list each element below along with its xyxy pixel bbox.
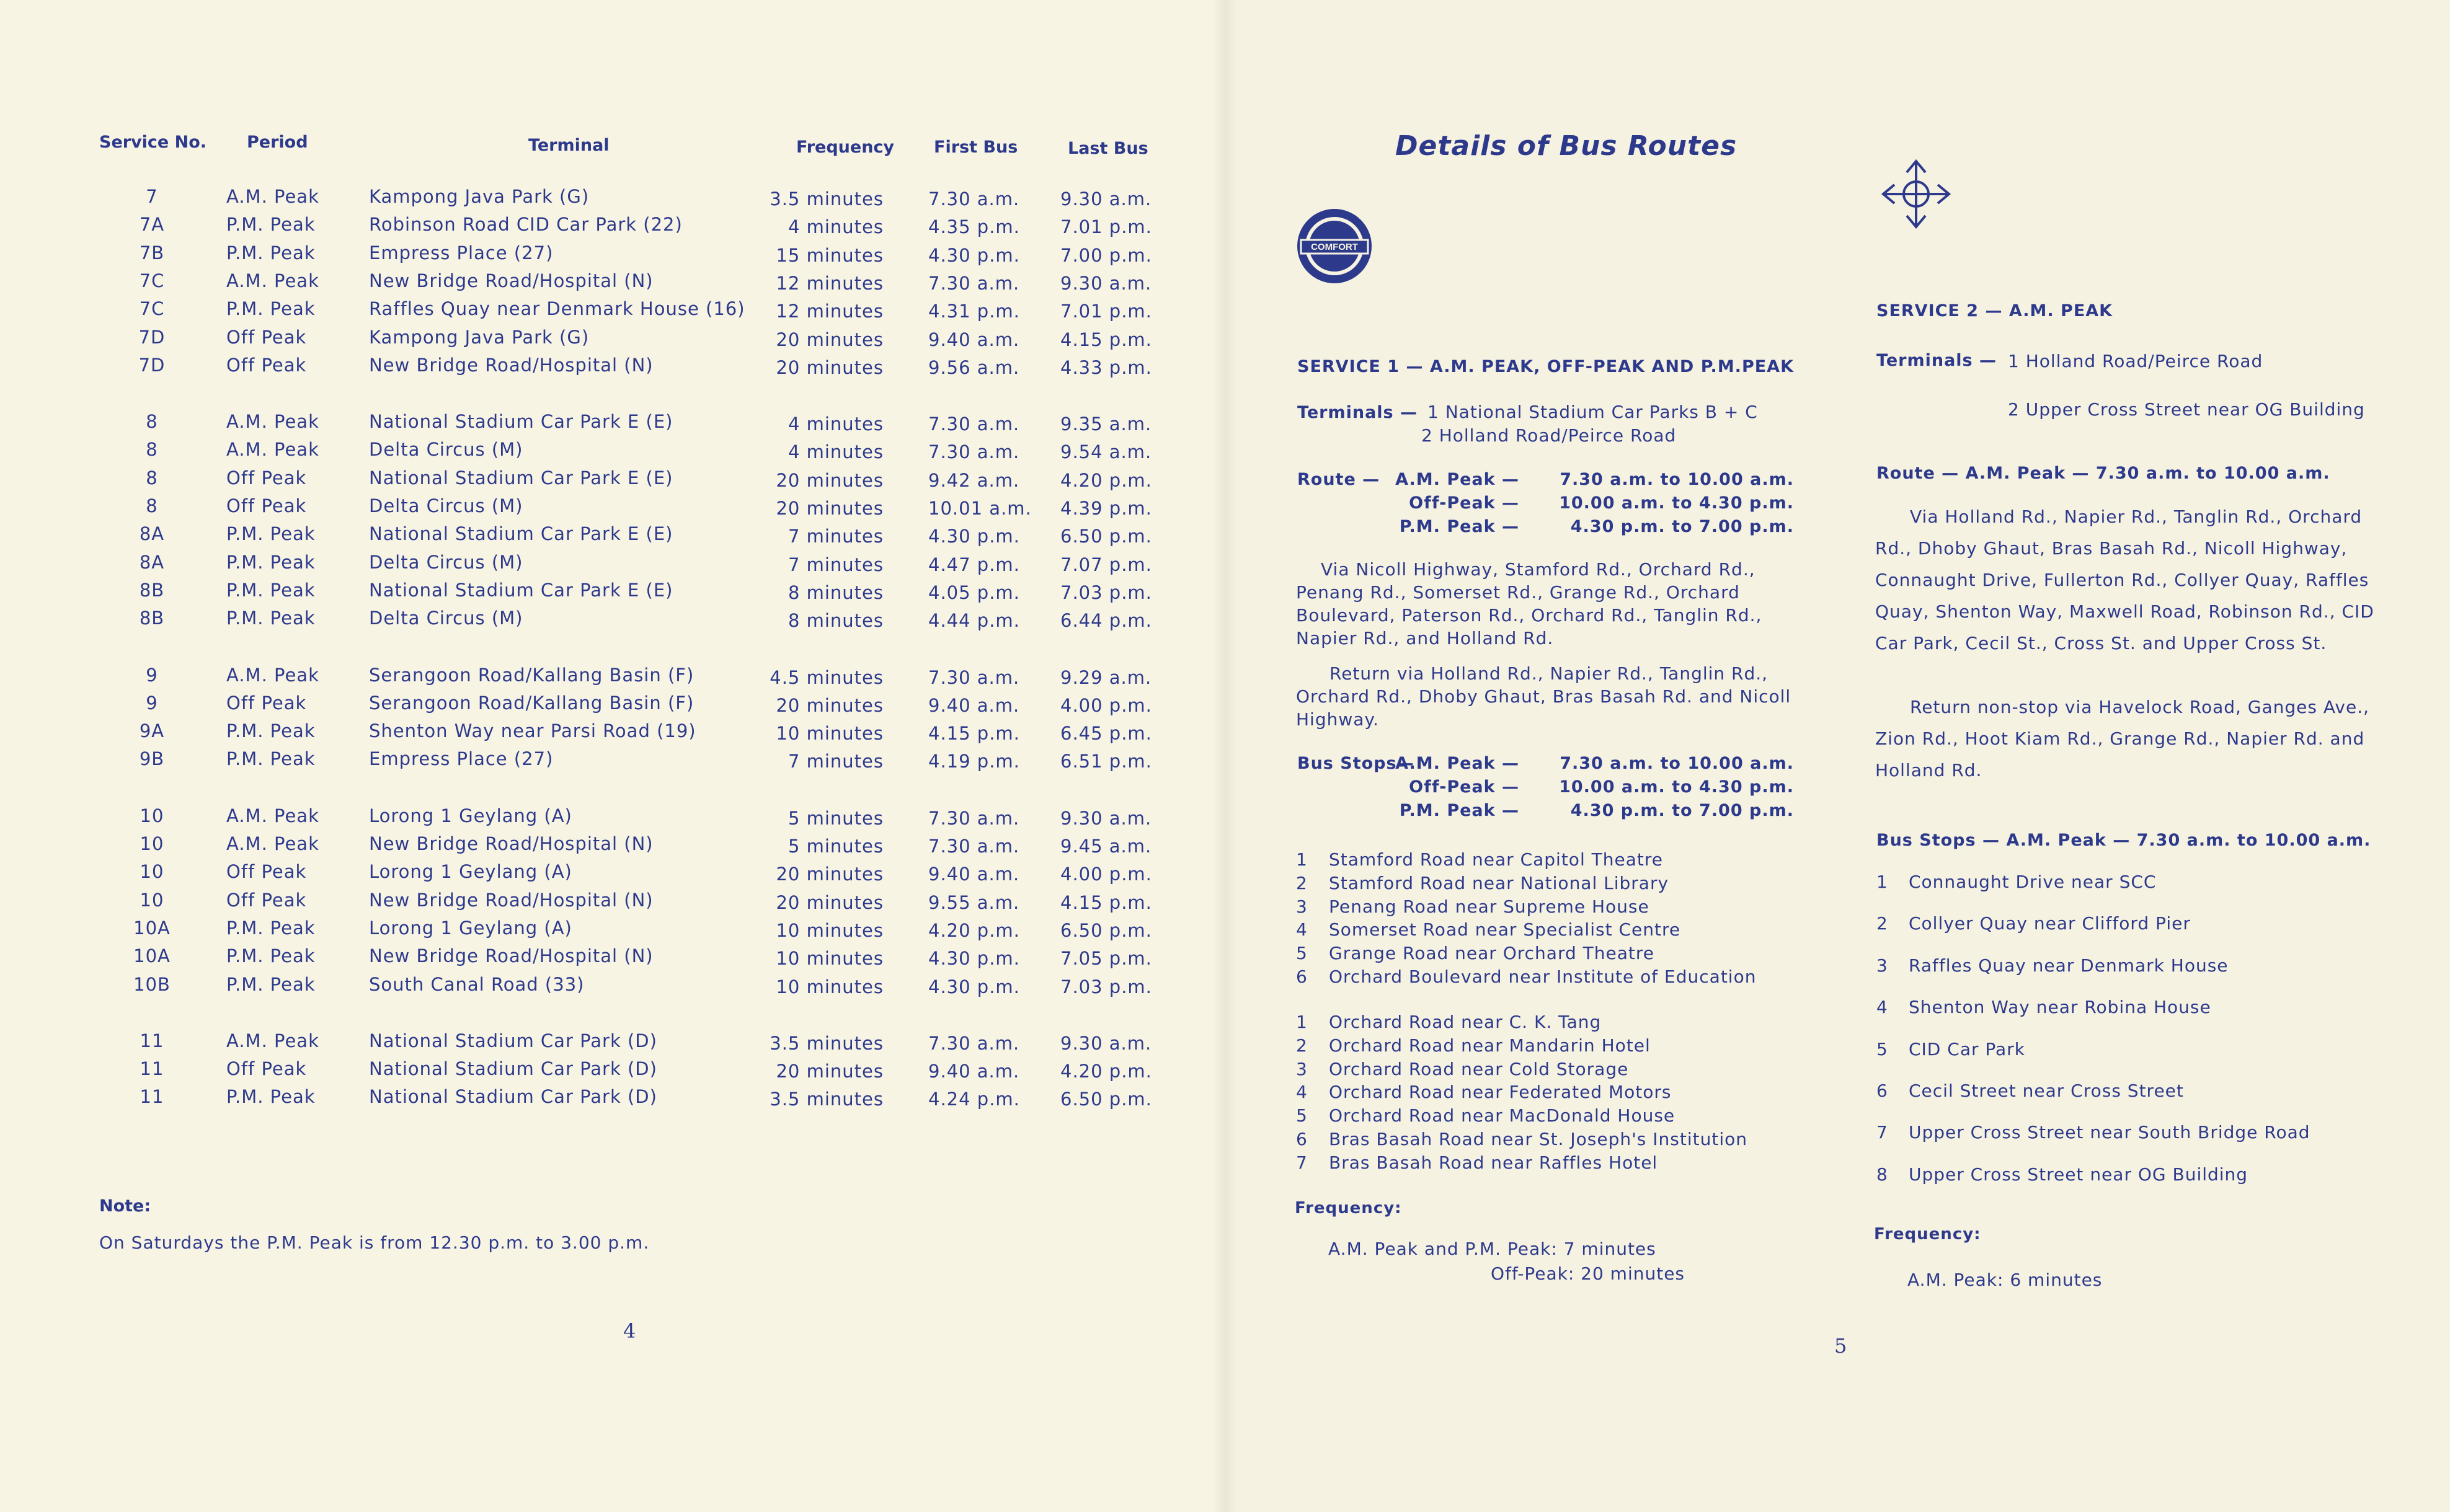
service1-frequency-line2: Off-Peak: 20 minutes [1491, 1263, 1685, 1284]
cell-period: A.M. Peak [226, 439, 319, 461]
note-text: On Saturdays the P.M. Peak is from 12.30 p.m. to 3.00 p.m. [99, 1232, 650, 1253]
cell-service-no: 7C [139, 270, 165, 291]
stop-number: 6 [1296, 1129, 1308, 1149]
stop-name: Stamford Road near National Library [1329, 872, 1669, 893]
cell-period: Off Peak [226, 495, 307, 516]
stop-name: CID Car Park [1909, 1038, 2025, 1059]
cell-last-bus: 4.33 p.m. [1060, 356, 1152, 378]
cell-period: P.M. Peak [226, 917, 316, 939]
service2-terminals-label: Terminals — [1876, 351, 1997, 370]
cell-terminal: New Bridge Road/Hospital (N) [369, 270, 654, 291]
stop-name: Orchard Road near Federated Motors [1329, 1082, 1672, 1103]
cell-first-bus: 4.30 p.m. [928, 976, 1020, 997]
cell-last-bus: 7.01 p.m. [1060, 301, 1152, 322]
cell-period: Off Peak [226, 354, 307, 376]
cell-frequency: 20 minutes [776, 891, 884, 913]
period-time: 4.30 p.m. to 7.00 p.m. [1570, 801, 1794, 820]
cell-terminal: Delta Circus (M) [369, 608, 523, 629]
stop-name: Orchard Road near MacDonald House [1329, 1105, 1675, 1126]
cell-service-no: 7D [138, 354, 166, 376]
cell-service-no: 8A [139, 523, 165, 545]
period-label: Off-Peak — [1409, 493, 1519, 513]
service2-terminal-1: 1 Holland Road/Peirce Road [2008, 351, 2263, 371]
cell-last-bus: 6.44 p.m. [1060, 610, 1152, 632]
cell-first-bus: 4.24 p.m. [928, 1089, 1020, 1110]
cell-last-bus: 4.00 p.m. [1060, 694, 1152, 716]
cell-frequency: 5 minutes [788, 807, 884, 829]
cell-frequency: 20 minutes [776, 694, 884, 716]
cell-period: P.M. Peak [226, 242, 316, 263]
cell-service-no: 7B [139, 242, 165, 263]
stop-number: 3 [1296, 1058, 1308, 1079]
cell-terminal: New Bridge Road/Hospital (N) [369, 354, 654, 376]
cell-terminal: New Bridge Road/Hospital (N) [369, 945, 654, 967]
cell-frequency: 3.5 minutes [770, 1089, 884, 1110]
cell-period: P.M. Peak [226, 579, 316, 601]
cell-frequency: 20 minutes [776, 498, 884, 519]
cell-first-bus: 9.40 a.m. [928, 1061, 1020, 1082]
cell-frequency: 4 minutes [788, 413, 884, 435]
stop-number: 3 [1876, 955, 1888, 976]
service2-return-text: Return non-stop via Havelock Road, Ganges Ave., Zion Rd., Hoot Kiam Rd., Grange Rd., Napier Rd. and Holland Rd. [1875, 697, 2370, 780]
stop-number: 5 [1296, 943, 1308, 964]
cell-frequency: 15 minutes [776, 244, 884, 266]
cell-frequency: 20 minutes [776, 469, 884, 491]
cell-first-bus: 7.30 a.m. [928, 666, 1020, 688]
cell-frequency: 8 minutes [788, 610, 884, 632]
cell-service-no: 8A [139, 551, 165, 573]
cell-service-no: 11 [140, 1086, 164, 1108]
header-first-bus: First Bus [934, 138, 1018, 157]
stop-number: 1 [1296, 849, 1308, 870]
cell-period: P.M. Peak [226, 748, 316, 770]
cell-period: A.M. Peak [226, 186, 319, 207]
cell-frequency: 5 minutes [788, 836, 884, 857]
cell-terminal: South Canal Road (33) [369, 973, 585, 995]
cell-terminal: Serangoon Road/Kallang Basin (F) [369, 664, 695, 686]
service1-heading: SERVICE 1 — A.M. PEAK, OFF-PEAK AND P.M.PEAK [1297, 357, 1794, 376]
cell-first-bus: 7.30 a.m. [928, 836, 1020, 857]
cell-last-bus: 4.39 p.m. [1060, 498, 1152, 519]
cell-frequency: 20 minutes [776, 356, 884, 378]
cell-frequency: 3.5 minutes [770, 188, 884, 210]
cell-service-no: 7C [139, 298, 165, 320]
period-label: P.M. Peak — [1399, 517, 1519, 536]
stop-name: Connaught Drive near SCC [1909, 872, 2157, 892]
stop-name: Raffles Quay near Denmark House [1909, 955, 2229, 976]
cell-period: P.M. Peak [226, 973, 316, 995]
cell-frequency: 20 minutes [776, 864, 884, 885]
cell-terminal: Lorong 1 Geylang (A) [369, 917, 572, 939]
cell-last-bus: 9.30 a.m. [1060, 272, 1152, 294]
cell-period: A.M. Peak [226, 411, 319, 433]
cell-last-bus: 6.50 p.m. [1060, 1089, 1152, 1110]
header-last-bus: Last Bus [1068, 139, 1148, 158]
comfort-logo-icon [1296, 208, 1373, 285]
cell-terminal: Delta Circus (M) [369, 495, 523, 516]
cell-terminal: Kampong Java Park (G) [369, 326, 590, 348]
stop-number: 1 [1876, 872, 1888, 892]
cell-first-bus: 9.40 a.m. [928, 329, 1020, 350]
cell-first-bus: 4.31 p.m. [928, 301, 1020, 322]
stop-number: 1 [1296, 1012, 1308, 1032]
cell-last-bus: 9.30 a.m. [1060, 807, 1152, 829]
cell-service-no: 8 [146, 439, 158, 461]
cell-first-bus: 7.30 a.m. [928, 272, 1020, 294]
stop-name: Shenton Way near Robina House [1909, 997, 2211, 1018]
cell-service-no: 8 [146, 495, 158, 516]
cell-last-bus: 7.03 p.m. [1060, 976, 1152, 997]
cell-service-no: 8B [139, 608, 165, 629]
header-frequency: Frequency [796, 138, 895, 157]
service1-frequency-line1: A.M. Peak and P.M. Peak: 7 minutes [1328, 1239, 1656, 1259]
cell-first-bus: 4.30 p.m. [928, 526, 1020, 547]
page-title: Details of Bus Routes [1395, 130, 1738, 162]
cell-period: A.M. Peak [226, 805, 319, 826]
cell-terminal: Empress Place (27) [369, 748, 554, 770]
stop-name: Bras Basah Road near Raffles Hotel [1329, 1152, 1658, 1173]
service2-route-text: Via Holland Rd., Napier Rd., Tanglin Rd., Orchard Rd., Dhoby Ghaut, Bras Basah Rd., Nicoll Highway, Connaught Drive, Fullerton Rd., Collyer Quay, Raffles Quay, Shenton Way, Maxwell Road, Robinson Rd., CID Car Park, Cecil St., Cross St. and Upper Cross St. [1875, 506, 2374, 653]
cell-frequency: 4 minutes [788, 441, 884, 463]
stop-number: 4 [1296, 1082, 1308, 1103]
cell-terminal: Lorong 1 Geylang (A) [369, 861, 572, 883]
cell-service-no: 10 [140, 833, 164, 854]
cell-terminal: National Stadium Car Park (D) [369, 1058, 657, 1080]
stop-number: 6 [1296, 966, 1308, 987]
cell-last-bus: 4.15 p.m. [1060, 891, 1152, 913]
cell-terminal: National Stadium Car Park E (E) [369, 523, 673, 545]
cell-frequency: 20 minutes [776, 329, 884, 350]
cell-terminal: National Stadium Car Park E (E) [369, 579, 673, 601]
cell-first-bus: 4.05 p.m. [928, 581, 1020, 603]
cell-service-no: 9 [146, 692, 158, 714]
cell-first-bus: 4.19 p.m. [928, 751, 1020, 772]
cell-frequency: 12 minutes [776, 301, 884, 322]
cell-first-bus: 7.30 a.m. [928, 1032, 1020, 1054]
cell-first-bus: 7.30 a.m. [928, 188, 1020, 210]
service1-return-text: Return via Holland Rd., Napier Rd., Tanglin Rd., Orchard Rd., Dhoby Ghaut, Bras Basah Rd. and Nicoll Highway. [1296, 663, 1791, 730]
stop-name: Orchard Boulevard near Institute of Education [1329, 966, 1757, 987]
cell-period: Off Peak [226, 889, 307, 911]
service1-frequency-label: Frequency: [1295, 1199, 1402, 1218]
stop-name: Orchard Road near C. K. Tang [1329, 1012, 1602, 1032]
cell-first-bus: 4.30 p.m. [928, 948, 1020, 970]
cell-period: A.M. Peak [226, 270, 319, 291]
cell-last-bus: 9.30 a.m. [1060, 1032, 1152, 1054]
cell-period: P.M. Peak [226, 720, 316, 742]
period-time: 4.30 p.m. to 7.00 p.m. [1570, 517, 1794, 536]
stop-name: Bras Basah Road near St. Joseph's Institution [1329, 1129, 1747, 1149]
period-time: 10.00 a.m. to 4.30 p.m. [1559, 493, 1794, 513]
stop-number: 2 [1876, 913, 1888, 934]
cell-frequency: 8 minutes [788, 581, 884, 603]
cell-service-no: 7A [139, 214, 165, 236]
cell-frequency: 10 minutes [776, 948, 884, 970]
cell-first-bus: 7.30 a.m. [928, 441, 1020, 463]
cell-terminal: National Stadium Car Park (D) [369, 1086, 657, 1108]
cell-service-no: 8B [139, 579, 165, 601]
cell-terminal: Kampong Java Park (G) [369, 186, 590, 207]
period-label: A.M. Peak — [1395, 470, 1519, 489]
service1-terminals-label: Terminals — [1297, 403, 1418, 422]
stop-number: 3 [1296, 896, 1308, 917]
cell-last-bus: 6.45 p.m. [1060, 723, 1152, 745]
cell-last-bus: 9.45 a.m. [1060, 836, 1152, 857]
cell-last-bus: 7.00 p.m. [1060, 244, 1152, 266]
cell-first-bus: 9.42 a.m. [928, 469, 1020, 491]
period-time: 10.00 a.m. to 4.30 p.m. [1559, 777, 1794, 797]
stop-name: Somerset Road near Specialist Centre [1329, 919, 1681, 940]
service1-terminal-1: 1 National Stadium Car Parks B + C [1427, 402, 1758, 422]
cell-first-bus: 7.30 a.m. [928, 413, 1020, 435]
cell-last-bus: 7.03 p.m. [1060, 581, 1152, 603]
stop-name: Orchard Road near Cold Storage [1329, 1058, 1629, 1079]
cell-frequency: 10 minutes [776, 723, 884, 745]
cell-last-bus: 9.29 a.m. [1060, 666, 1152, 688]
cell-period: P.M. Peak [226, 945, 316, 967]
cell-frequency: 7 minutes [788, 751, 884, 772]
period-time: 7.30 a.m. to 10.00 a.m. [1560, 470, 1794, 489]
cell-terminal: Robinson Road CID Car Park (22) [369, 214, 683, 236]
cell-service-no: 10 [140, 861, 164, 883]
stop-name: Grange Road near Orchard Theatre [1329, 943, 1654, 964]
period-label: A.M. Peak — [1395, 754, 1519, 773]
cell-last-bus: 7.01 p.m. [1060, 216, 1152, 238]
cell-period: A.M. Peak [226, 664, 319, 686]
stop-number: 2 [1296, 872, 1308, 893]
cell-first-bus: 7.30 a.m. [928, 807, 1020, 829]
cell-service-no: 11 [140, 1058, 164, 1080]
stop-name: Upper Cross Street near South Bridge Road [1909, 1122, 2310, 1143]
cell-last-bus: 4.20 p.m. [1060, 1061, 1152, 1082]
cell-service-no: 10A [133, 945, 171, 967]
cell-service-no: 10B [133, 973, 171, 995]
cell-terminal: Empress Place (27) [369, 242, 554, 263]
stop-name: Cecil Street near Cross Street [1909, 1081, 2184, 1101]
cell-terminal: Raffles Quay near Denmark House (16) [369, 298, 745, 320]
cell-period: P.M. Peak [226, 214, 316, 236]
cell-last-bus: 4.20 p.m. [1060, 469, 1152, 491]
service2-frequency-line: A.M. Peak: 6 minutes [1907, 1270, 2103, 1290]
cell-terminal: New Bridge Road/Hospital (N) [369, 889, 654, 911]
cell-first-bus: 9.40 a.m. [928, 694, 1020, 716]
stop-number: 7 [1296, 1152, 1308, 1173]
cell-terminal: Lorong 1 Geylang (A) [369, 805, 572, 826]
cell-frequency: 10 minutes [776, 919, 884, 941]
stop-name: Upper Cross Street near OG Building [1909, 1164, 2248, 1185]
shuttle-logo-icon [1876, 154, 1956, 234]
stop-number: 2 [1296, 1035, 1308, 1056]
cell-frequency: 12 minutes [776, 272, 884, 294]
cell-service-no: 9B [139, 748, 165, 770]
cell-last-bus: 9.54 a.m. [1060, 441, 1152, 463]
cell-first-bus: 4.44 p.m. [928, 610, 1020, 632]
cell-service-no: 9A [139, 720, 165, 742]
cell-period: Off Peak [226, 326, 307, 348]
cell-terminal: Shenton Way near Parsi Road (19) [369, 720, 696, 742]
cell-period: P.M. Peak [226, 523, 316, 545]
cell-service-no: 7D [138, 326, 166, 348]
stop-number: 4 [1876, 997, 1888, 1018]
cell-period: A.M. Peak [226, 833, 319, 854]
service2-route-heading: Route — A.M. Peak — 7.30 a.m. to 10.00 a.m. [1876, 464, 2330, 483]
page-number-left: 4 [623, 1319, 636, 1343]
cell-frequency: 7 minutes [788, 526, 884, 547]
period-label: P.M. Peak — [1399, 801, 1519, 820]
cell-last-bus: 6.51 p.m. [1060, 751, 1152, 772]
header-terminal: Terminal [528, 136, 610, 155]
cell-period: Off Peak [226, 1058, 307, 1080]
cell-first-bus: 9.55 a.m. [928, 891, 1020, 913]
stop-name: Collyer Quay near Clifford Pier [1909, 913, 2191, 934]
stop-number: 8 [1876, 1164, 1888, 1185]
cell-last-bus: 7.05 p.m. [1060, 948, 1152, 970]
cell-service-no: 10 [140, 805, 164, 826]
cell-period: P.M. Peak [226, 551, 316, 573]
cell-last-bus: 9.30 a.m. [1060, 188, 1152, 210]
cell-frequency: 7 minutes [788, 554, 884, 575]
comfort-logo-text: COMFORT [1311, 242, 1358, 252]
service2-frequency-label: Frequency: [1874, 1225, 1981, 1244]
stop-number: 4 [1296, 919, 1308, 940]
cell-period: P.M. Peak [226, 298, 316, 320]
service1-route-text: Via Nicoll Highway, Stamford Rd., Orchard Rd., Penang Rd., Somerset Rd., Grange Rd., Orchard Boulevard, Paterson Rd., Orchard Rd., Tanglin Rd., Napier Rd., and Holland Rd. [1296, 559, 1762, 648]
period-time: 7.30 a.m. to 10.00 a.m. [1560, 754, 1794, 773]
cell-frequency: 10 minutes [776, 976, 884, 997]
stop-name: Orchard Road near Mandarin Hotel [1329, 1035, 1651, 1056]
service2-heading: SERVICE 2 — A.M. PEAK [1876, 301, 2113, 321]
cell-period: Off Peak [226, 692, 307, 714]
cell-service-no: 11 [140, 1030, 164, 1051]
book-gutter [1212, 0, 1237, 1512]
cell-service-no: 8 [146, 467, 158, 489]
cell-period: Off Peak [226, 861, 307, 883]
cell-frequency: 3.5 minutes [770, 1032, 884, 1054]
cell-last-bus: 4.15 p.m. [1060, 329, 1152, 350]
note-title: Note: [99, 1196, 151, 1216]
cell-last-bus: 4.00 p.m. [1060, 864, 1152, 885]
cell-frequency: 4.5 minutes [770, 666, 884, 688]
header-period: Period [247, 133, 308, 152]
cell-first-bus: 9.56 a.m. [928, 356, 1020, 378]
stop-number: 5 [1876, 1038, 1888, 1059]
cell-period: Off Peak [226, 467, 307, 489]
cell-service-no: 8 [146, 411, 158, 433]
service2-terminal-2: 2 Upper Cross Street near OG Building [2008, 399, 2365, 420]
service1-terminal-2: 2 Holland Road/Peirce Road [1421, 425, 1677, 446]
cell-period: A.M. Peak [226, 1030, 319, 1051]
cell-period: P.M. Peak [226, 608, 316, 629]
stop-name: Penang Road near Supreme House [1329, 896, 1649, 917]
stop-number: 6 [1876, 1081, 1888, 1101]
cell-first-bus: 4.35 p.m. [928, 216, 1020, 238]
service1-stops-label: Bus Stops— [1297, 754, 1414, 773]
cell-last-bus: 6.50 p.m. [1060, 919, 1152, 941]
cell-service-no: 7 [146, 186, 158, 207]
cell-terminal: National Stadium Car Park E (E) [369, 467, 673, 489]
page-number-right: 5 [1834, 1334, 1847, 1358]
cell-last-bus: 7.07 p.m. [1060, 554, 1152, 575]
cell-service-no: 10A [133, 917, 171, 939]
cell-first-bus: 4.47 p.m. [928, 554, 1020, 575]
stop-name: Stamford Road near Capitol Theatre [1329, 849, 1663, 870]
cell-first-bus: 4.30 p.m. [928, 244, 1020, 266]
cell-period: P.M. Peak [226, 1086, 316, 1108]
cell-terminal: Serangoon Road/Kallang Basin (F) [369, 692, 695, 714]
cell-terminal: Delta Circus (M) [369, 439, 523, 461]
cell-last-bus: 6.50 p.m. [1060, 526, 1152, 547]
cell-last-bus: 9.35 a.m. [1060, 413, 1152, 435]
service1-route-label: Route — [1297, 470, 1380, 489]
cell-first-bus: 4.20 p.m. [928, 919, 1020, 941]
cell-frequency: 4 minutes [788, 216, 884, 238]
cell-terminal: Delta Circus (M) [369, 551, 523, 573]
cell-service-no: 9 [146, 664, 158, 686]
cell-terminal: New Bridge Road/Hospital (N) [369, 833, 654, 854]
header-service-no: Service No. [99, 133, 207, 152]
cell-first-bus: 4.15 p.m. [928, 723, 1020, 745]
cell-frequency: 20 minutes [776, 1061, 884, 1082]
stop-number: 7 [1876, 1122, 1888, 1143]
cell-first-bus: 9.40 a.m. [928, 864, 1020, 885]
cell-service-no: 10 [140, 889, 164, 911]
cell-terminal: National Stadium Car Park (D) [369, 1030, 657, 1051]
cell-first-bus: 10.01 a.m. [928, 498, 1032, 519]
cell-terminal: National Stadium Car Park E (E) [369, 411, 673, 433]
stop-number: 5 [1296, 1105, 1308, 1126]
service2-stops-heading: Bus Stops — A.M. Peak — 7.30 a.m. to 10.00 a.m. [1876, 831, 2371, 850]
period-label: Off-Peak — [1409, 777, 1519, 797]
